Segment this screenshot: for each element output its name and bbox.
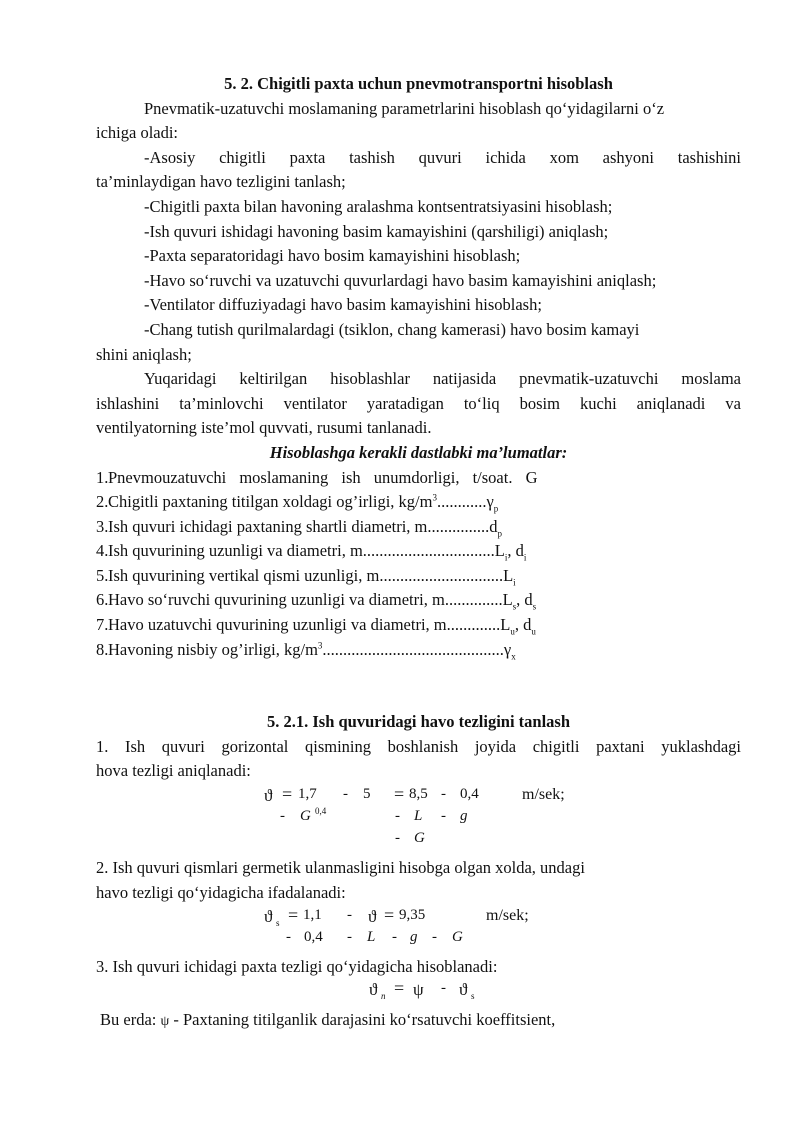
minus-sign: - [395,808,400,825]
unit-label: m/sek; [486,907,529,925]
minus-sign: - [280,808,285,825]
task-1-line-2: ta’minlaydigan havo tezligini tanlash; [96,172,346,192]
item-text: Ish quvuri ichidagi paxtaning shartli diametri, m [108,516,428,536]
variable-l: L [367,929,376,946]
coef-0-4: 0,4 [304,929,323,946]
minus-sign: - [441,979,446,996]
variable-g-mass: G [300,808,311,825]
item-number: 7. [96,615,109,635]
item-leader-dots: ................................ [362,541,495,561]
item-number: 4. [96,541,109,561]
step2-line-2: havo tezligi qo‘yidagicha ifadalanadi: [96,882,346,902]
task-7-line-2: shini aniqlash; [96,344,192,364]
theta-n-symbol: ϑ [369,979,378,999]
item-number: 2. [96,492,109,512]
item-subscript-2: i [523,552,527,563]
variable-l: L [414,808,423,825]
coef-1-1: 1,1 [303,907,322,924]
coef-1-7: 1,7 [298,786,317,803]
item-leader-dots: .............................. [379,565,504,585]
item-subscript: s [512,601,517,612]
item-leader-dots: .............. [444,590,503,610]
item-subscript-2: u [531,626,536,637]
coef-8-5: 8,5 [409,786,428,803]
section-heading: 5. 2.1. Ish quvuridagi havo tezligini tanlash [266,712,571,732]
minus-sign: - [441,808,446,825]
subscript-s: s [276,918,280,929]
variable-g-mass: G [452,929,463,946]
intro-line-1: Pnevmatik-uzatuvchi moslamaning parametrlarini hisoblash qo‘yidagilarni o‘z [144,98,665,118]
item-symbol: γ [503,639,512,659]
psi-symbol: ψ [413,979,424,999]
exponent: 0,4 [315,806,327,817]
conclusion-line-2: ishlashini ta’minlovchi ventilator yaratadigan to‘liq bosim kuchi aniqlanadi va [96,393,741,413]
item-leader-dots: ............. [446,615,501,635]
step1-line-1: 1. Ish quvuri gorizontal qismining boshlanish joyida chigitli paxtani yuklashdagi [96,736,741,756]
equals-sign: = [384,905,395,926]
item-text: Pnevmouzatuvchi moslamaning ish unumdorligi, t/soat. [108,467,513,487]
step1-line-2: hova tezligi aniqlanadi: [96,761,251,781]
item-subscript: x [511,650,516,661]
variable-g: g [460,808,468,825]
data-list [96,466,741,663]
item-text: Chigitli paxtaning titilgan xoldagi og’irligi, kg/m [108,492,433,512]
item-symbol: γ [486,492,494,512]
document-page [96,72,741,1032]
formula-3 [96,977,741,1008]
item-subscript: p [493,503,499,514]
theta-s-symbol: ϑ [459,979,468,999]
subscript-n: n [381,990,386,1001]
coef-5: 5 [363,786,371,803]
item-leader-dots: ............ [436,492,487,512]
minus-sign: - [392,929,397,946]
item-subscript: u [510,626,515,637]
subscript-s: s [471,990,475,1001]
task-1-line-1: -Asosiy chigitli paxta tashish quvuri ichida xom ashyoni tashishini [144,147,741,167]
coef-9-35: 9,35 [399,907,426,924]
item-symbol: L [494,541,505,561]
data-item [96,539,741,564]
footnote-text: - Paxtaning titilganlik darajasini ko‘rsatuvchi koeffitsient, [169,1009,556,1029]
item-subscript-2: s [532,601,537,612]
conclusion-line-1: Yuqaridagi keltirilgan hisoblashlar natijasida pnevmatik-uzatuvchi moslama [144,369,741,389]
variable-g: g [410,929,418,946]
item-number: 5. [96,565,109,585]
data-item [96,638,741,663]
item-subscript: p [497,527,503,538]
item-symbol: d [489,516,498,536]
item-leader-dots: ............... [427,516,490,536]
item-text: Ish quvurining vertikal qismi uzunligi, m [108,565,380,585]
item-text: Havo uzatuvchi quvurining uzunligi va diametri, m [108,615,447,635]
data-item [96,515,741,540]
item-symbol: L [500,615,511,635]
minus-sign: - [395,830,400,847]
minus-sign: - [441,786,446,803]
equals-sign: = [288,905,299,926]
item-symbol: G [525,467,538,487]
minus-sign: - [432,929,437,946]
item-symbol-2: , d [507,541,524,561]
intro-line-2: ichiga oladi: [96,123,179,143]
task-7-line-1: -Chang tutish qurilmalardagi (tsiklon, chang kamerasi) havo bosim kamayi [144,319,640,339]
minus-sign: - [343,786,348,803]
conclusion-line-3: ventilyatorning iste’mol quvvati, rusumi tanlanadi. [96,418,432,438]
data-item [96,564,741,589]
data-item [96,613,741,638]
formula-1 [96,784,741,856]
minus-sign: - [347,907,352,924]
task-4: -Paxta separatoridagi havo bosim kamayishini hisoblash; [144,246,521,266]
item-subscript: i [513,577,516,588]
item-superscript: 3 [432,492,437,503]
equals-sign: = [394,784,405,805]
item-symbol: L [503,565,514,585]
data-item [96,588,741,613]
step3-line: 3. Ish quvuri ichidagi paxta tezligi qo‘yidagicha hisoblanadi: [96,957,498,977]
item-subscript: i [504,552,508,563]
item-superscript: 3 [317,640,323,651]
main-heading: 5. 2. Chigitli paxta uchun pnevmotransportni hisoblash [224,74,613,93]
variable-g-mass-2: G [414,830,425,847]
equals-sign: = [394,977,405,998]
item-text: Havo so‘ruvchi quvurining uzunligi va diametri, m [108,590,445,610]
item-number: 1. [96,467,109,487]
data-heading: Hisoblashga kerakli dastlabki ma’lumatlar: [269,442,568,462]
theta-s-symbol: ϑ [264,907,273,927]
theta-symbol: ϑ [368,907,377,927]
step2-line-1: 2. Ish quvuri qismlari germetik ulanmasligini hisobga olgan xolda, undagi [96,858,585,878]
formula-2 [96,905,741,955]
item-number: 3. [96,516,109,536]
item-text: Ish quvurining uzunligi va diametri, m [108,541,363,561]
item-symbol: L [502,590,513,610]
item-number: 8. [96,639,109,659]
theta-symbol: ϑ [264,786,273,806]
item-symbol-2: , d [516,590,533,610]
psi-symbol: ψ [160,1013,170,1029]
task-3: -Ish quvuri ishidagi havoning basim kamayishini (qarshiligi) aniqlash; [144,221,609,241]
item-number: 6. [96,590,109,610]
item-leader-dots: ............................................ [322,639,504,659]
item-text: Havoning nisbiy og’irligi, kg/m [108,639,318,659]
minus-sign: - [347,929,352,946]
task-6: -Ventilator diffuziyadagi havo basim kamayishini hisoblash; [144,295,542,315]
item-symbol-2: , d [514,615,532,635]
minus-sign: - [286,929,291,946]
data-item [96,466,741,491]
data-item [96,490,741,515]
unit-label: m/sek; [522,786,565,804]
coef-0-4: 0,4 [460,786,479,803]
footnote-line [96,1008,741,1033]
task-5: -Havo so‘ruvchi va uzatuvchi quvurlardagi havo basim kamayishini aniqlash; [144,270,657,290]
task-2: -Chigitli paxta bilan havoning aralashma kontsentratsiyasini hisoblash; [144,196,613,216]
footnote-prefix: Bu erda: [100,1009,161,1029]
equals-sign: = [282,784,293,805]
